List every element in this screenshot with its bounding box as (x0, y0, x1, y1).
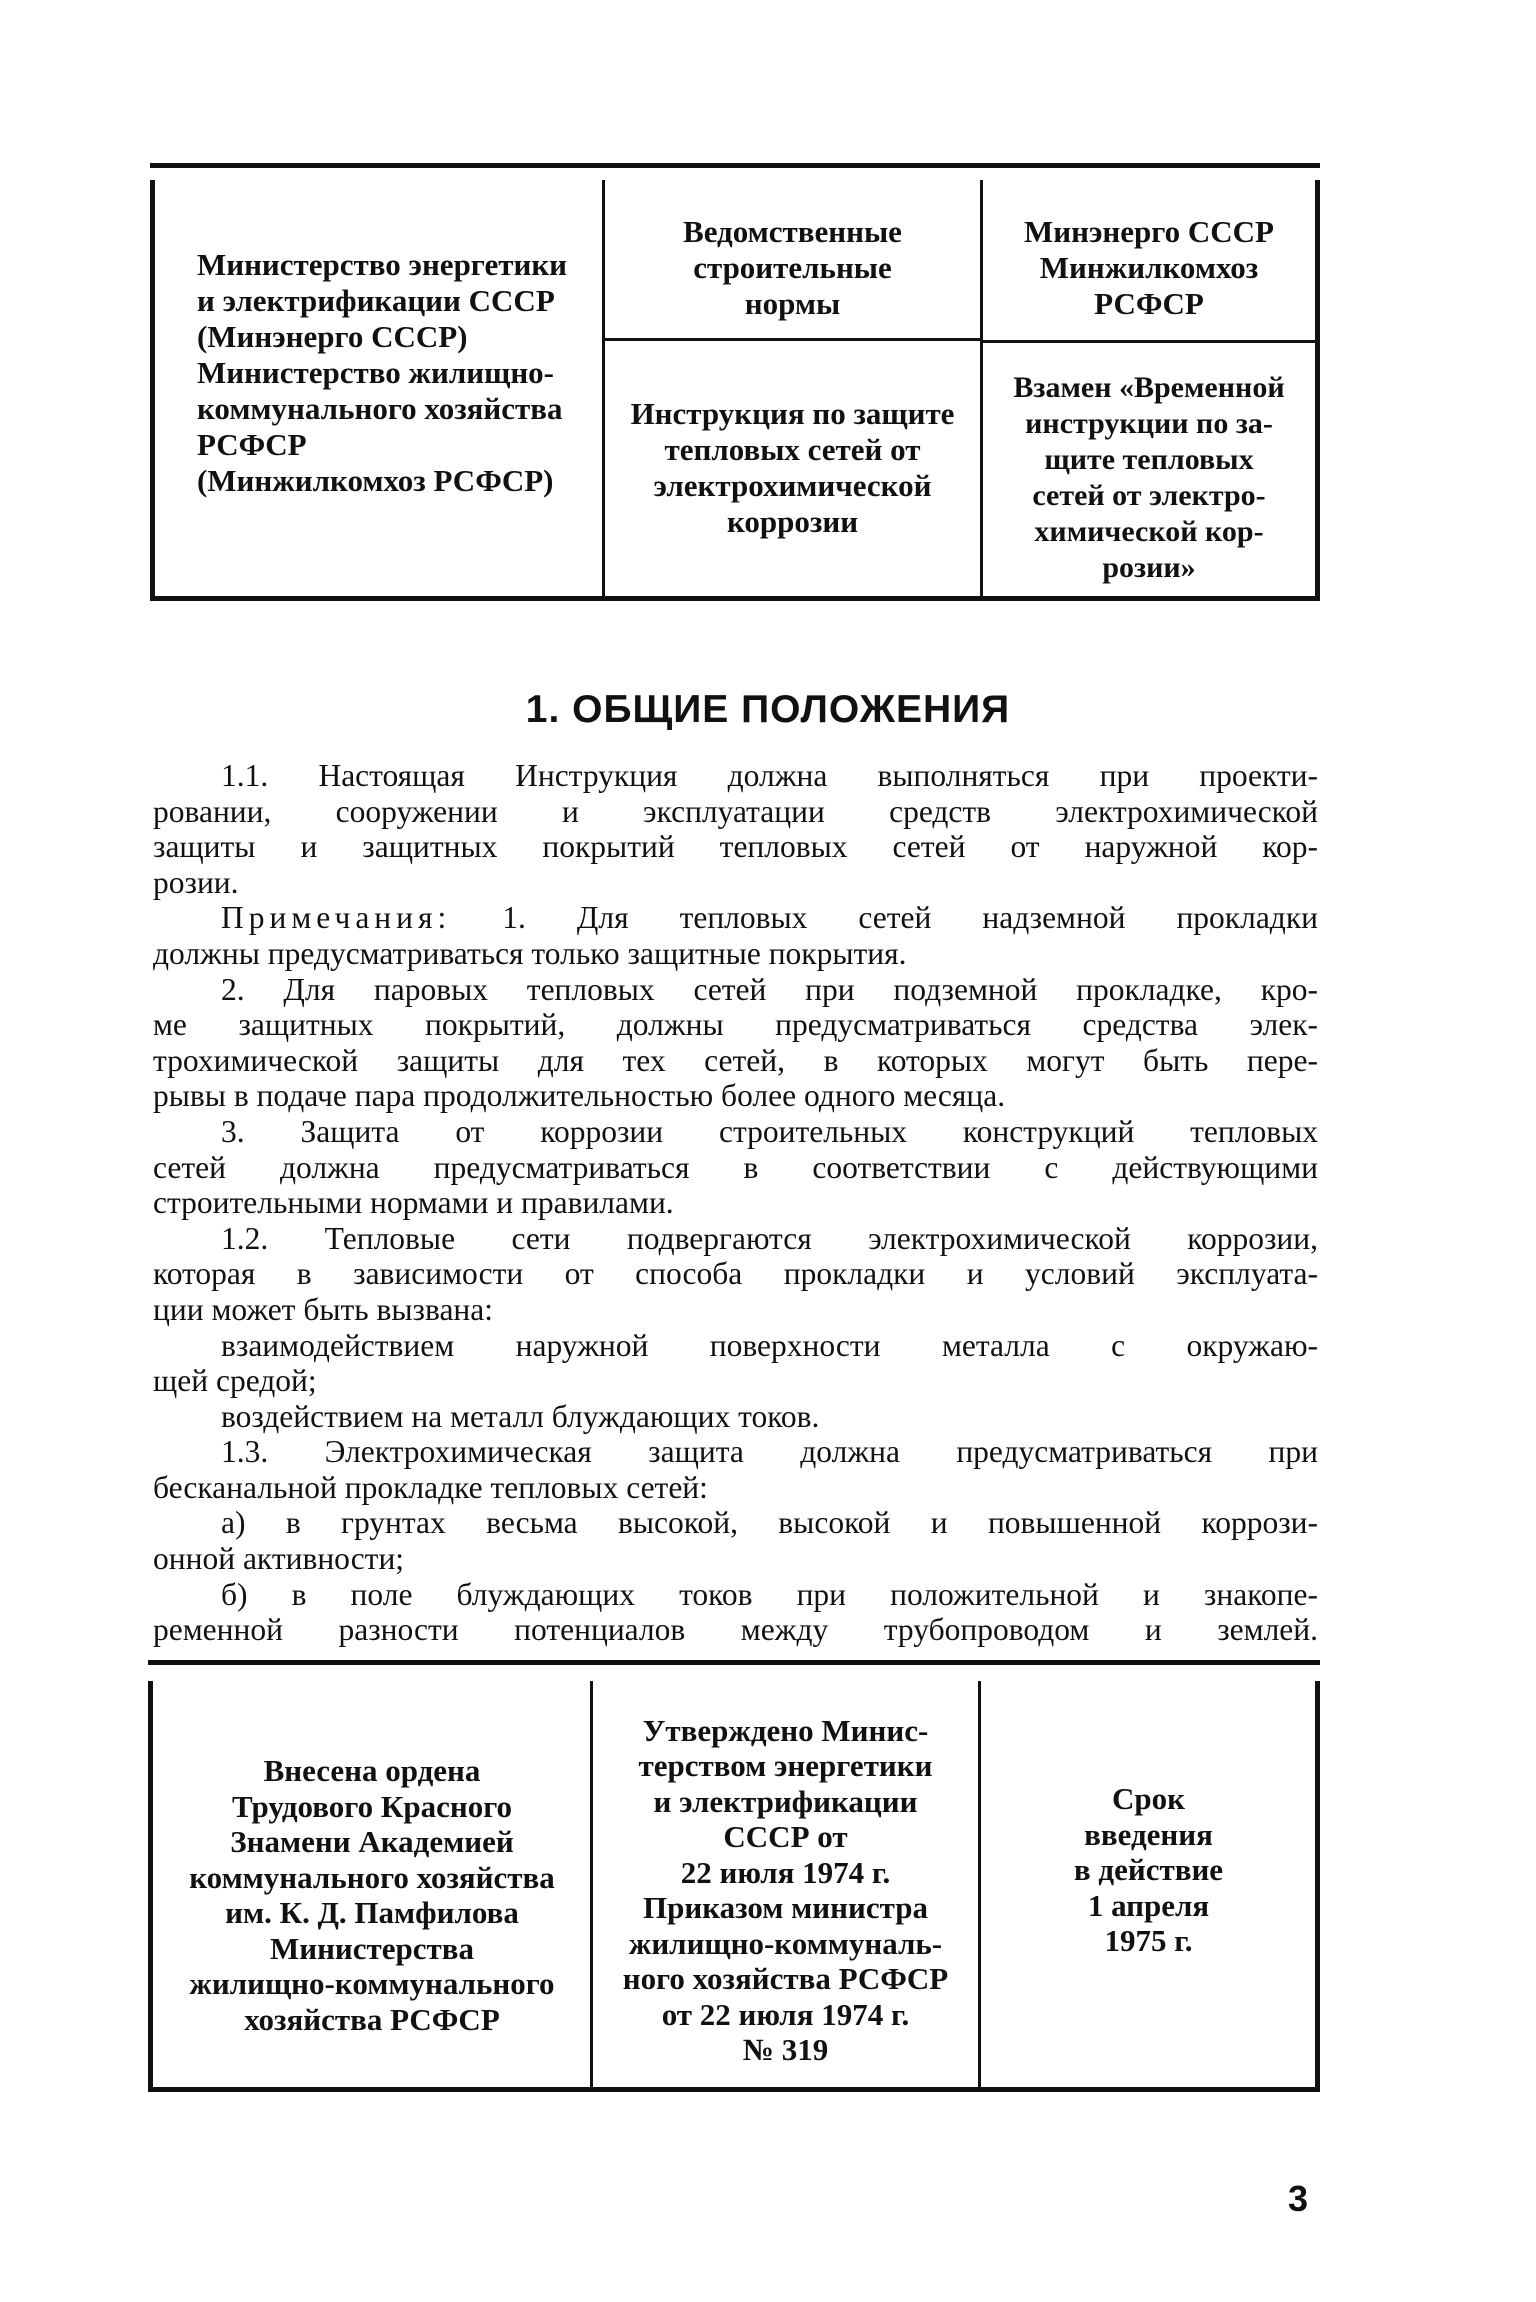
paragraph-line: а) в грунтах весьма высокой, высокой и повышенной коррози- (221, 1505, 1318, 1541)
paragraph-line: розии. (153, 864, 239, 900)
paragraph-line: ровании, сооружении и эксплуатации средств электрохимической (153, 793, 1318, 829)
note-text: 1. Для тепловых сетей надземной прокладки (451, 900, 1318, 936)
paragraph-line: взаимодействием наружной поверхности металла с окружаю- (221, 1327, 1318, 1363)
code-cell: Минэнерго СССР Минжилкомхоз РСФСР (1024, 214, 1274, 321)
note-line: трохимической защиты для тех сетей, в которых могут быть пере- (153, 1042, 1318, 1078)
note-line: 3. Защита от коррозии строительных конструкций тепловых (221, 1113, 1318, 1149)
title-cell: Инструкция по защите тепловых сетей от электрохимической коррозии (630, 396, 955, 539)
issuer-cell: Министерство энергетики и электрификации СССР (Минэнерго СССР) Министерство жилищно- коммунального хозяйства РСФСР (Минжилкомхоз РСФСР) (196, 247, 568, 498)
paragraph-line: защиты и защитных покрытий тепловых сетей от наружной кор- (153, 829, 1318, 865)
footer-table (148, 1660, 1320, 2092)
effective-date-cell: Срок введения в действие 1 апреля 1975 г. (1073, 1781, 1224, 1959)
paragraph-line: ции может быть вызвана: (153, 1291, 494, 1327)
note-line (153, 900, 1318, 936)
category-cell: Ведомственные строительные нормы (683, 214, 902, 321)
approved-by-cell: Утверждено Минис- терством энергетики и электрификации СССР от 22 июля 1974 г. Приказом министра жилищно-коммуналь- ного хозяйства РСФСР от 22 июля 1974 г. № 319 (622, 1712, 949, 2067)
paragraph-line: 1.2. Тепловые сети подвергаются электрохимической коррозии, (221, 1220, 1318, 1256)
header-table (150, 163, 1320, 601)
paragraph-line: ременной разности потенциалов между трубопроводом и землей. (153, 1612, 1318, 1648)
section-heading: 1. ОБЩИЕ ПОЛОЖЕНИЯ (525, 688, 1011, 731)
replaces-cell: Взамен «Временной инструкции по за- щите тепловых сетей от электро- химической кор- розии» (1013, 371, 1285, 584)
notes-label: Примечания: (221, 900, 452, 936)
paragraph-line: онной активности; (153, 1541, 405, 1577)
table-border-left (150, 180, 155, 596)
introduced-by-cell: Внесена ордена Трудового Красного Знамени Академией коммунального хозяйства им. К. Д. Памфилова Министерства жилищно-коммунального хозяйства РСФСР (189, 1753, 555, 2037)
table-row-divider (605, 338, 980, 341)
body-text (153, 758, 1318, 1648)
paragraph-line: которая в зависимости от способа прокладки и условий эксплуата- (153, 1256, 1318, 1292)
paragraph-line: 1.1. Настоящая Инструкция должна выполняться при проекти- (221, 758, 1318, 793)
table-row-divider (983, 340, 1315, 343)
paragraph-line: 1.3. Электрохимическая защита должна предусматриваться при (221, 1434, 1318, 1470)
paragraph-line: б) в поле блуждающих токов при положительной и знакопе- (221, 1576, 1318, 1612)
note-line: ме защитных покрытий, должны предусматриваться средства элек- (153, 1007, 1318, 1043)
note-line: сетей должна предусматриваться в соответствии с действующими (153, 1149, 1318, 1185)
paragraph-line: щей средой; (153, 1363, 317, 1399)
note-line: рывы в подаче пара продолжительностью более одного месяца. (153, 1078, 1006, 1114)
note-line: строительными нормами и правилами. (153, 1185, 674, 1221)
table-border-left (148, 1681, 153, 2087)
paragraph-line: бесканальной прокладке тепловых сетей: (153, 1469, 708, 1505)
paragraph-line: воздействием на металл блуждающих токов. (221, 1398, 820, 1434)
note-line: должны предусматриваться только защитные покрытия. (153, 935, 907, 971)
note-line: 2. Для паровых тепловых сетей при подземной прокладке, кро- (221, 971, 1318, 1007)
page-number: 3 (1288, 2178, 1309, 2219)
